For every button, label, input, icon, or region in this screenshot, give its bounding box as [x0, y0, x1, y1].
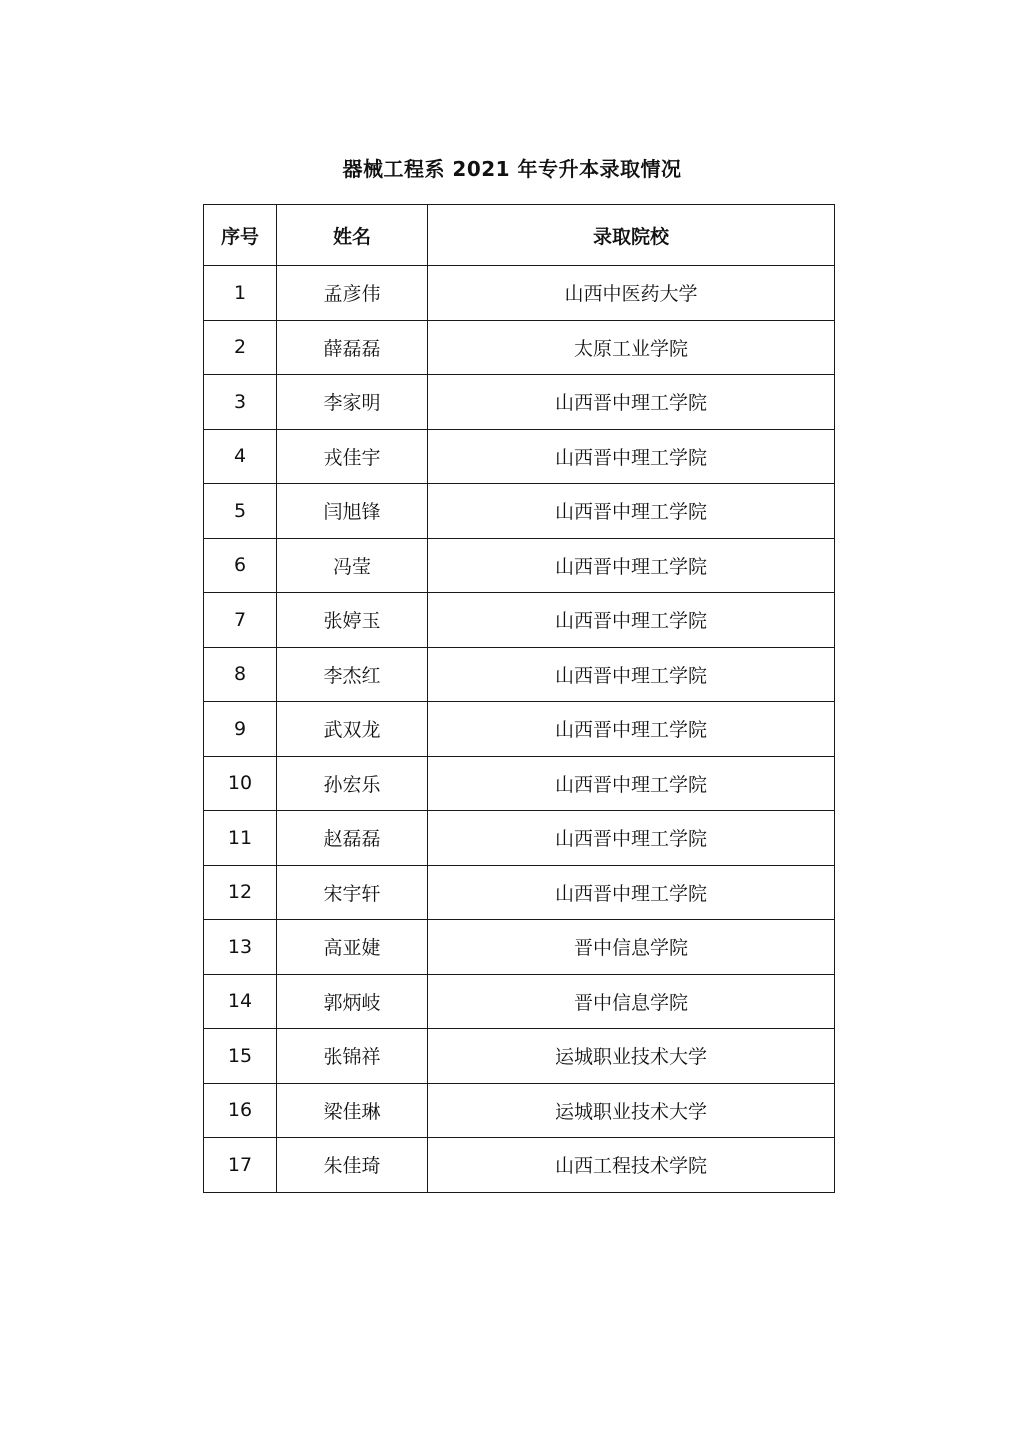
table-row [204, 647, 835, 702]
header-school: 录取院校 [428, 205, 835, 266]
cell-number: 4 [204, 429, 277, 484]
cell-name: 宋宇轩 [277, 865, 428, 920]
cell-school: 山西工程技术学院 [428, 1138, 835, 1193]
table-header-row [204, 205, 835, 266]
table-row [204, 1029, 835, 1084]
table-row [204, 1138, 835, 1193]
cell-number: 10 [204, 756, 277, 811]
cell-school: 山西晋中理工学院 [428, 538, 835, 593]
cell-school: 山西晋中理工学院 [428, 702, 835, 757]
admission-table [203, 204, 835, 1193]
cell-name: 赵磊磊 [277, 811, 428, 866]
cell-name: 张婷玉 [277, 593, 428, 648]
table-row [204, 811, 835, 866]
cell-name: 郭炳岐 [277, 974, 428, 1029]
header-number: 序号 [204, 205, 277, 266]
cell-name: 张锦祥 [277, 1029, 428, 1084]
table-row [204, 593, 835, 648]
cell-name: 冯莹 [277, 538, 428, 593]
cell-name: 闫旭锋 [277, 484, 428, 539]
table-row [204, 484, 835, 539]
cell-name: 孙宏乐 [277, 756, 428, 811]
table-row [204, 1083, 835, 1138]
cell-number: 14 [204, 974, 277, 1029]
cell-school: 山西晋中理工学院 [428, 429, 835, 484]
cell-name: 孟彦伟 [277, 266, 428, 321]
table-row [204, 865, 835, 920]
cell-name: 朱佳琦 [277, 1138, 428, 1193]
table-row [204, 702, 835, 757]
cell-school: 晋中信息学院 [428, 920, 835, 975]
cell-number: 9 [204, 702, 277, 757]
cell-number: 3 [204, 375, 277, 430]
cell-name: 武双龙 [277, 702, 428, 757]
cell-number: 7 [204, 593, 277, 648]
cell-school: 山西晋中理工学院 [428, 484, 835, 539]
table-row [204, 266, 835, 321]
cell-number: 1 [204, 266, 277, 321]
cell-name: 李家明 [277, 375, 428, 430]
cell-school: 山西晋中理工学院 [428, 647, 835, 702]
table-row [204, 320, 835, 375]
header-name: 姓名 [277, 205, 428, 266]
table-row [204, 756, 835, 811]
cell-name: 戎佳宇 [277, 429, 428, 484]
cell-school: 太原工业学院 [428, 320, 835, 375]
cell-school: 山西晋中理工学院 [428, 756, 835, 811]
cell-number: 12 [204, 865, 277, 920]
cell-number: 16 [204, 1083, 277, 1138]
table-row [204, 375, 835, 430]
cell-number: 15 [204, 1029, 277, 1084]
cell-school: 山西晋中理工学院 [428, 593, 835, 648]
page-title: 器械工程系 2021 年专升本录取情况 [342, 157, 682, 181]
table-row [204, 538, 835, 593]
cell-school: 山西中医药大学 [428, 266, 835, 321]
cell-name: 薛磊磊 [277, 320, 428, 375]
cell-number: 17 [204, 1138, 277, 1193]
table-row [204, 974, 835, 1029]
cell-number: 8 [204, 647, 277, 702]
cell-number: 5 [204, 484, 277, 539]
cell-number: 6 [204, 538, 277, 593]
cell-school: 山西晋中理工学院 [428, 375, 835, 430]
table-row [204, 920, 835, 975]
cell-school: 山西晋中理工学院 [428, 811, 835, 866]
cell-name: 梁佳琳 [277, 1083, 428, 1138]
cell-name: 李杰红 [277, 647, 428, 702]
cell-school: 山西晋中理工学院 [428, 865, 835, 920]
cell-name: 高亚婕 [277, 920, 428, 975]
cell-school: 运城职业技术大学 [428, 1029, 835, 1084]
cell-number: 13 [204, 920, 277, 975]
cell-school: 运城职业技术大学 [428, 1083, 835, 1138]
table-row [204, 429, 835, 484]
cell-number: 11 [204, 811, 277, 866]
cell-number: 2 [204, 320, 277, 375]
cell-school: 晋中信息学院 [428, 974, 835, 1029]
